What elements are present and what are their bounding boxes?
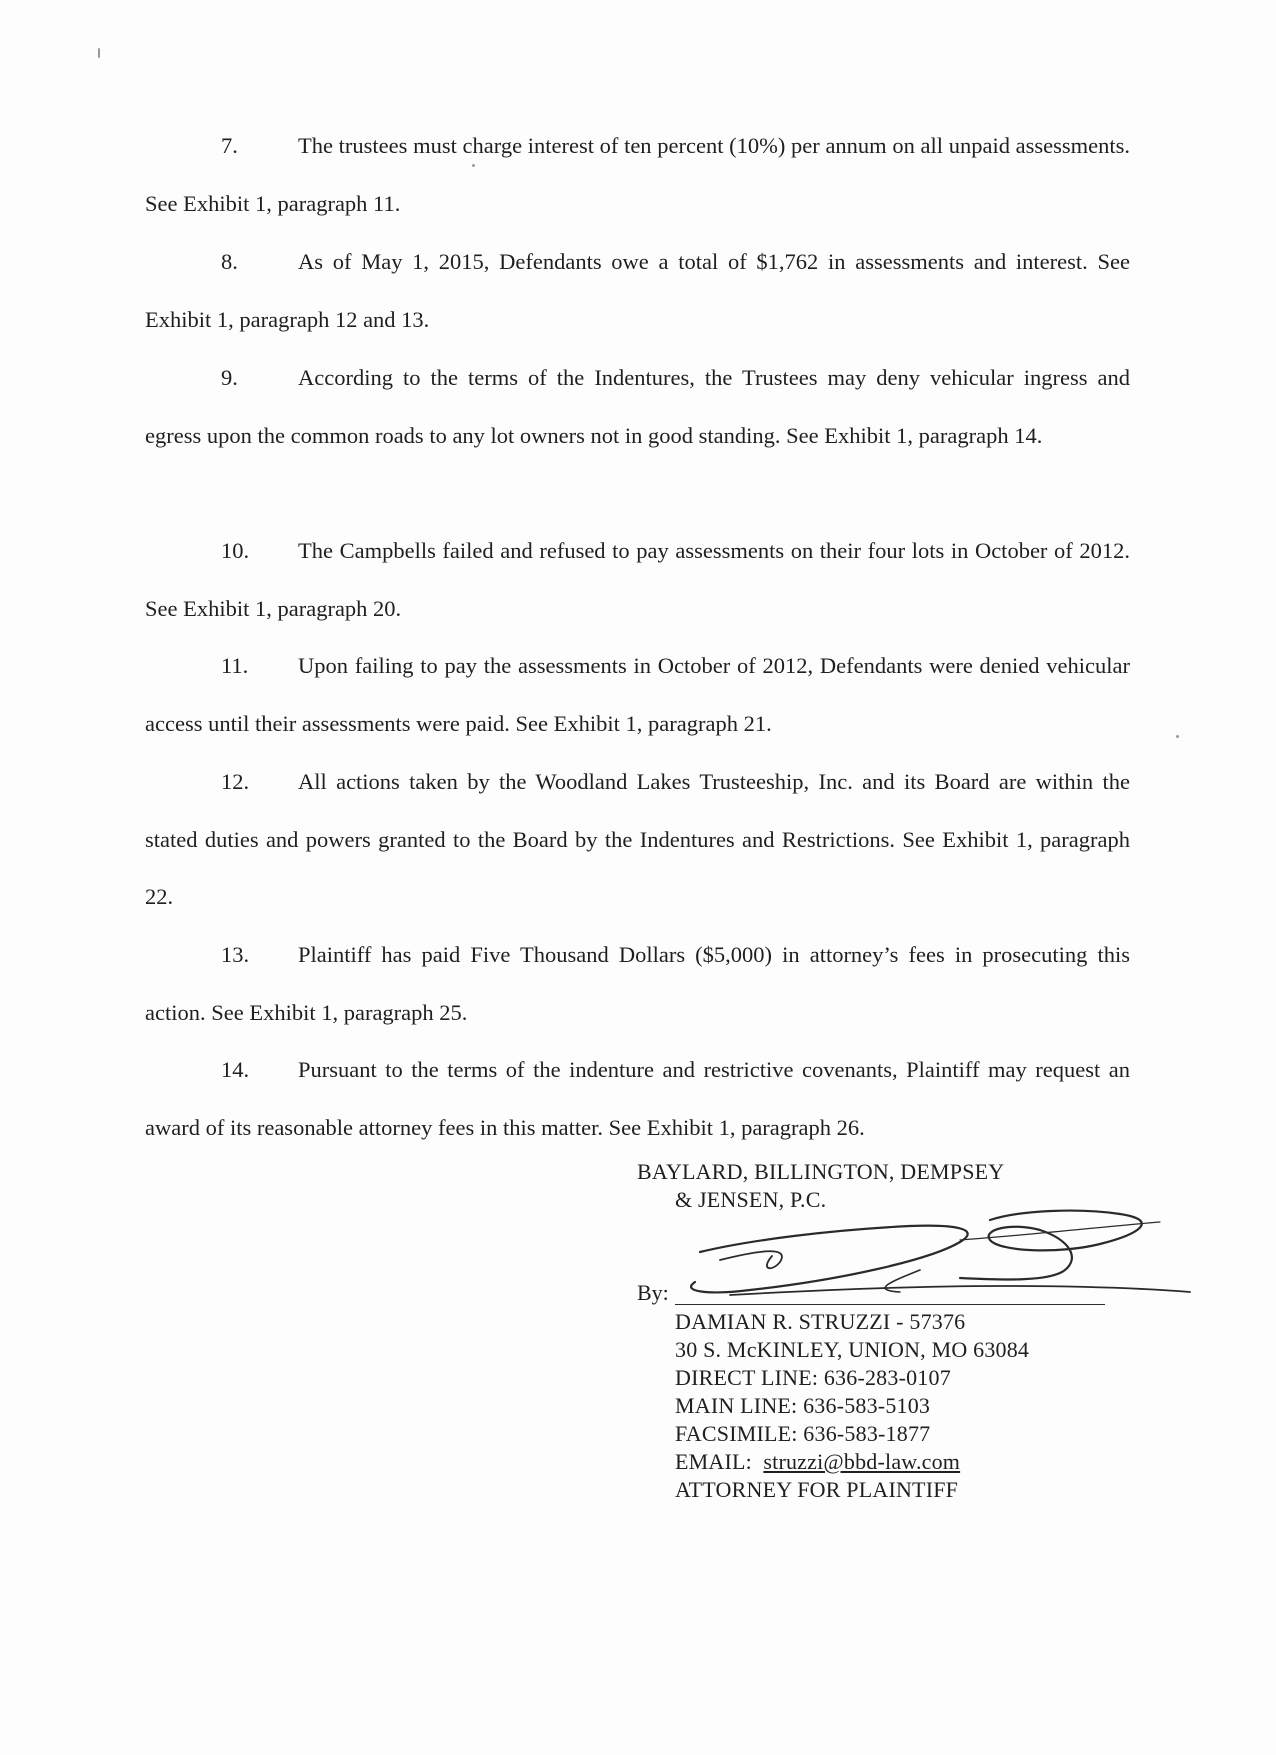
email-line <box>675 1448 1195 1476</box>
attorney-role: ATTORNEY FOR PLAINTIFF <box>675 1477 959 1502</box>
signature-line-row <box>637 1268 1107 1304</box>
main-line: MAIN LINE: 636-583-5103 <box>675 1393 931 1418</box>
attorney-address: 30 S. McKINLEY, UNION, MO 63084 <box>675 1337 1030 1362</box>
paragraph-text: Upon failing to pay the assessments in October of 2012, Defendants were denied vehicular access until their assessments were paid. See Exhibit 1, paragraph 21. <box>145 653 1130 736</box>
paragraph-12 <box>145 753 1130 926</box>
paragraph-14 <box>145 1041 1130 1156</box>
paragraph-number: 14. <box>221 1057 250 1082</box>
attorney-name: DAMIAN R. STRUZZI - 57376 <box>675 1309 966 1334</box>
email-label: EMAIL: <box>675 1449 752 1474</box>
paragraph-9 <box>145 349 1130 464</box>
direct-line: DIRECT LINE: 636-283-0107 <box>675 1365 951 1390</box>
paragraph-number: 12. <box>221 769 250 794</box>
by-label: By: <box>637 1280 669 1305</box>
paragraph-text: According to the terms of the Indentures, the Trustees may deny vehicular ingress and egress upon the common roads to any lot owners not in good standing. See Exhibit 1, paragraph 14. <box>145 365 1130 448</box>
paragraph-text: All actions taken by the Woodland Lakes Trusteeship, Inc. and its Board are within the stated duties and powers granted to the Board by the Indentures and Restrictions. See Exhibit 1, paragraph 22. <box>145 769 1130 909</box>
paragraph-number: 13. <box>221 942 250 967</box>
attorney-contact-block <box>675 1308 1195 1504</box>
paragraph-number: 9. <box>221 365 238 390</box>
paragraph-11 <box>145 637 1130 752</box>
paragraph-number: 7. <box>221 133 238 158</box>
firm-name-line1: BAYLARD, BILLINGTON, DEMPSEY <box>637 1159 1005 1184</box>
paragraph-text: The Campbells failed and refused to pay assessments on their four lots in October of 2012. See Exhibit 1, paragraph 20. <box>145 538 1130 621</box>
paragraph-number: 8. <box>221 249 238 274</box>
email-link[interactable]: struzzi@bbd-law.com <box>763 1449 961 1474</box>
paragraph-number: 10. <box>221 538 250 563</box>
scan-speck <box>1176 735 1179 738</box>
paragraph-text: Pursuant to the terms of the indenture and restrictive covenants, Plaintiff may request an award of its reasonable attorney fees in this matter. See Exhibit 1, paragraph 26. <box>145 1057 1130 1140</box>
paragraph-8 <box>145 233 1130 348</box>
paragraph-text: Plaintiff has paid Five Thousand Dollars ($5,000) in attorney’s fees in prosecuting this action. See Exhibit 1, paragraph 25. <box>145 942 1130 1025</box>
paragraph-text: As of May 1, 2015, Defendants owe a total of $1,762 in assessments and interest. See Exhibit 1, paragraph 12 and 13. <box>145 249 1130 332</box>
scan-speck <box>98 48 100 58</box>
scan-speck <box>472 164 475 167</box>
paragraph-text: The trustees must charge interest of ten percent (10%) per annum on all unpaid assessments. See Exhibit 1, paragraph 11. <box>145 133 1130 216</box>
paragraph-7 <box>145 117 1130 232</box>
paragraph-number: 11. <box>221 653 249 678</box>
paragraph-13 <box>145 926 1130 1041</box>
firm-name-line2: & JENSEN, P.C. <box>675 1187 827 1212</box>
facsimile-line: FACSIMILE: 636-583-1877 <box>675 1421 931 1446</box>
signature-line <box>675 1304 1105 1305</box>
paragraph-10 <box>145 522 1130 637</box>
